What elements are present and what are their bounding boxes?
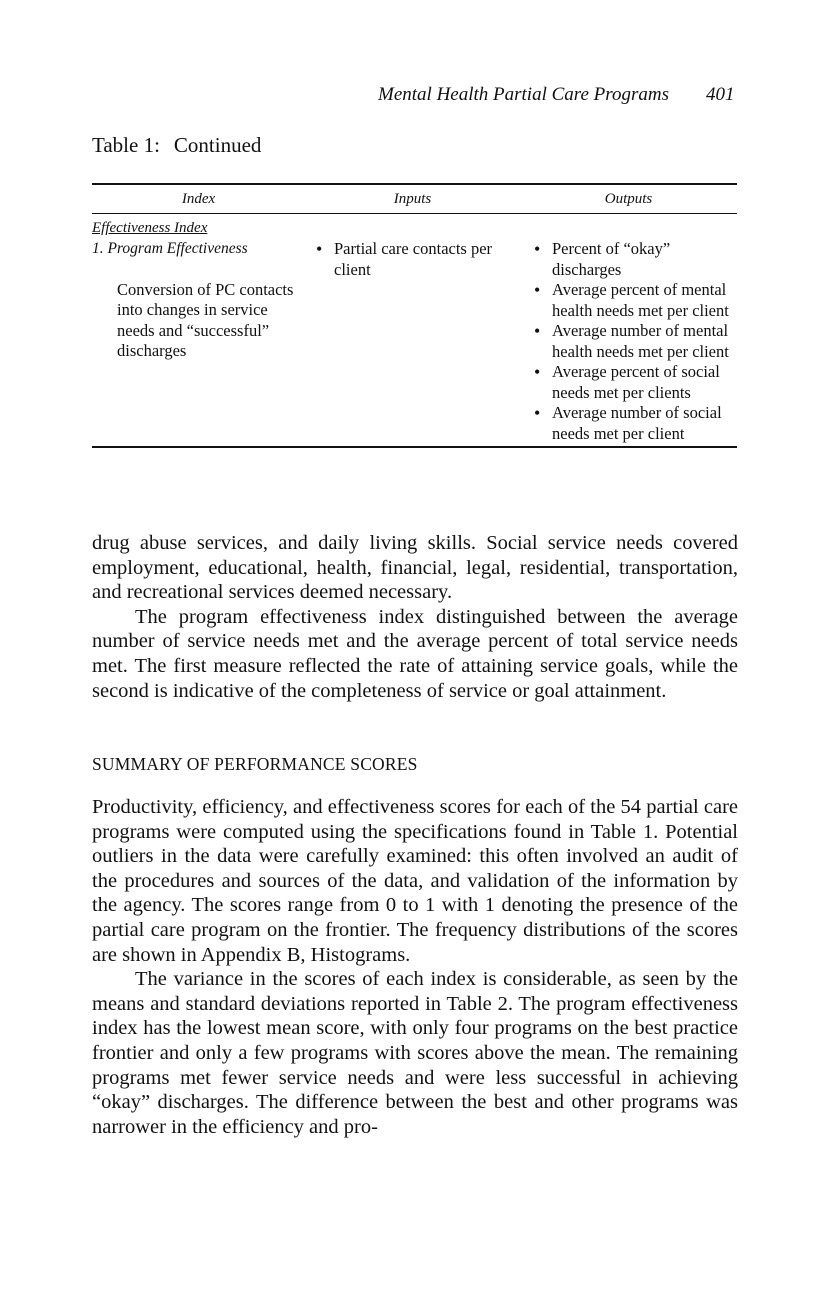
column-header-index: Index [181,190,216,207]
index-title: 1. Program Effectiveness [92,240,248,257]
table-row [92,239,737,446]
body-text-bottom [92,795,738,1139]
column-header-outputs: Outputs [604,190,653,207]
input-item: • Partial care contacts per client [316,239,520,280]
paragraph: The program effectiveness index distinguished between the average number of service needs met and the average percent of total service needs met. The first measure reflected the rate of attaining service goals, while the second is indicative of the completeness of service or goal attainment. [92,605,738,702]
index-description: Conversion of PC contacts into changes in service needs and “successful” discharges [117,279,294,360]
table-bottom-rule [92,446,737,448]
table-caption-text: Continued [173,133,262,157]
outputs-cell [520,239,737,444]
paragraph: Productivity, efficiency, and effectiveness scores for each of the 54 partial care programs were computed using the specifications found in Table 1. Potential outliers in the data were carefully examined: this often involved an audit of the procedures and sources of the data, and validation of the information by the agency. The scores range from 0 to 1 with 1 denoting the presence of the partial care program on the frontier. The frequency distributions of the scores are shown in Appendix B, Histograms. [92,796,738,966]
index-cell [92,239,305,444]
table-header-row [92,185,737,213]
section-heading: SUMMARY OF PERFORMANCE SCORES [92,754,418,774]
output-item: • Average percent of mental health needs met per client [534,280,737,321]
page-number: 401 [706,84,735,105]
inputs-cell [305,239,520,444]
output-item: • Average number of social needs met per client [534,403,737,444]
paragraph: drug abuse services, and daily living skills. Social service needs covered employment, educational, health, financial, legal, residential, transportation, and recreational services deemed necessary. [92,532,738,604]
table-caption-label: Table 1: [92,133,160,157]
output-item: • Average percent of social needs met per clients [534,362,737,403]
table-1 [92,183,737,448]
column-header-inputs: Inputs [393,190,432,207]
table-caption [92,133,261,158]
output-item: • Average number of mental health needs met per client [534,321,737,362]
running-head-title: Mental Health Partial Care Programs [378,84,669,105]
body-text-top [92,531,738,703]
output-item: • Percent of “okay” discharges [534,239,737,280]
paragraph: The variance in the scores of each index is considerable, as seen by the means and standard deviations reported in Table 2. The program effectiveness index has the lowest mean score, with only four programs on the best practice frontier and only a few programs with scores above the mean. The remaining programs met fewer service needs and were less successful in achieving “okay” discharges. The difference between the best and other programs was narrower in the efficiency and pro- [92,968,738,1138]
table-section-label: Effectiveness Index [92,220,208,236]
table-header-rule [92,213,737,214]
